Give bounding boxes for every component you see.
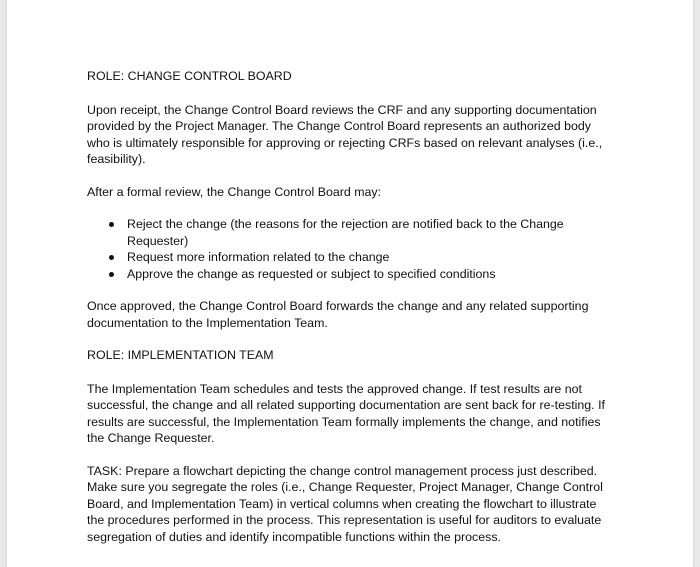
task-paragraph: TASK: Prepare a flowchart depicting the change control management process just described. Make sure you segregate the roles (i.e., Change Requester, Project Manager, Change Control Board, and Implementation Team) in vertical columns when creating the flowchart to illustrate the procedures performed in the process. This representation is useful for auditors to evaluate segregation of duties and identify incompatible functions within the process. (87, 463, 603, 544)
ccb-approval-paragraph: Once approved, the Change Control Board forwards the change and any related supporting documentation to the Implementation Team. (87, 299, 589, 330)
implementation-description-paragraph: The Implementation Team schedules and tests the approved change. If test results are not successful, the change and all related supporting documentation are sent back for re-testing. If results are successful, the Implementation Team formally implements the change, and notifies the Change Requester. (87, 381, 605, 445)
bullet-icon (109, 272, 114, 277)
bullet-icon (109, 255, 114, 260)
list-item-text: Approve the change as requested or subject to specified conditions (127, 266, 496, 281)
implementation-role-heading: ROLE: IMPLEMENTATION TEAM (87, 348, 274, 362)
list-item (127, 249, 617, 266)
document-content (87, 68, 617, 561)
list-item-text: Request more information related to the change (127, 250, 390, 264)
ccb-role-heading: ROLE: CHANGE CONTROL BOARD (87, 69, 292, 83)
document-page (7, 0, 693, 567)
ccb-options-list (87, 216, 617, 282)
ccb-description-paragraph: Upon receipt, the Change Control Board reviews the CRF and any supporting documentation provided by the Project Manager. The Change Control Board represents an authorized body who is ultimately responsible for approving or rejecting CRFs based on relevant analyses (i.e., feasibility). (87, 102, 603, 166)
list-item (127, 266, 617, 283)
list-item-text: Reject the change (the reasons for the rejection are notified back to the Change Requester) (127, 217, 564, 248)
bullet-icon (109, 222, 114, 227)
ccb-review-intro-paragraph: After a formal review, the Change Control Board may: (87, 184, 382, 199)
list-item (127, 216, 617, 249)
